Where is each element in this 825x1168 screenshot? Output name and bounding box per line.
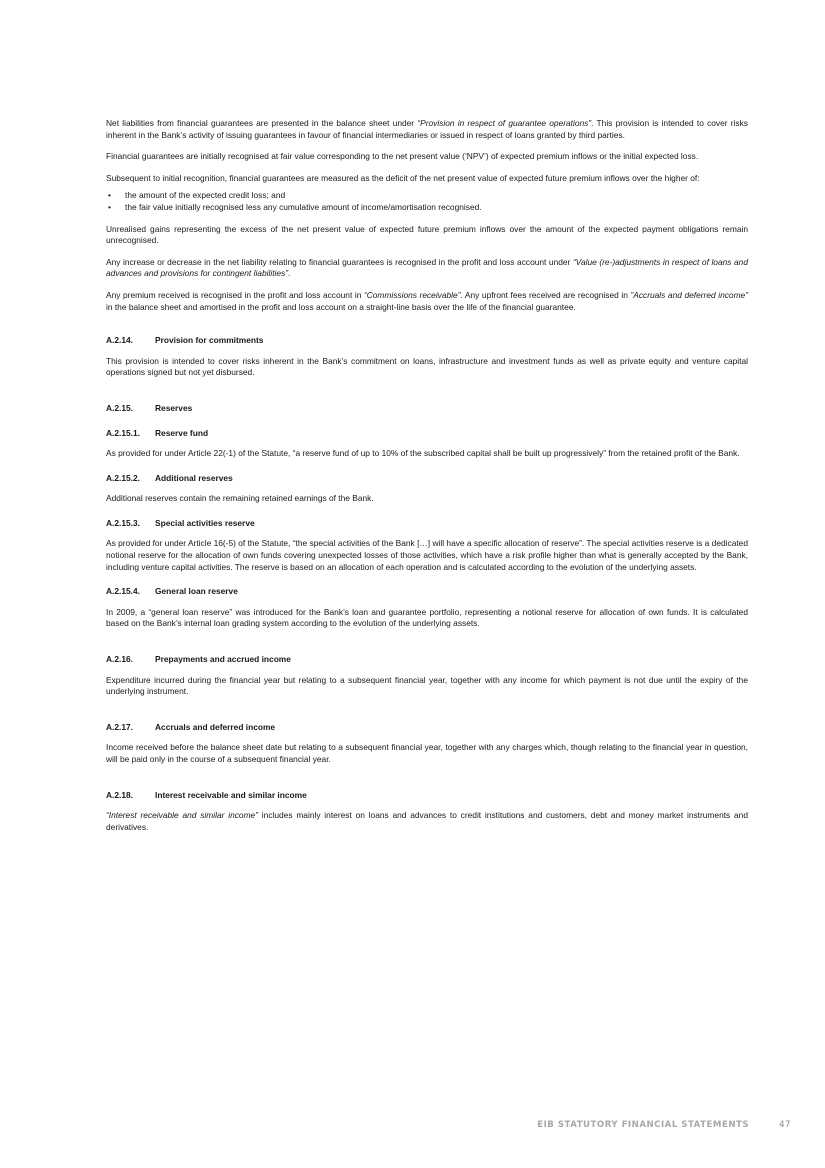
bullet-list <box>106 190 748 213</box>
paragraph-initial-recognition: Financial guarantees are initially recognised at fair value corresponding to the net present value (‘NPV’) of expected premium inflows or the initial expected loss. <box>106 151 699 162</box>
subsection-text-general-loan-reserve: In 2009, a “general loan reserve” was introduced for the Bank’s loan and guarantee portfolio, representing a notional reserve for allocation of own funds. It is calculated based on the Bank’s internal loan grading system according to the evolution of the underlying assets. <box>106 606 748 629</box>
section-heading-prepayments: A.2.16. Prepayments and accrued income <box>106 654 291 665</box>
bullet-icon: • <box>108 201 111 212</box>
subsection-heading-reserve-fund: A.2.15.1. Reserve fund <box>106 427 209 438</box>
paragraph-guarantee-liabilities: Net liabilities from financial guarantees are presented in the balance sheet under “Provision in respect of guarantee operations”. This provision is intended to cover risks inherent in the Bank’s activity of issuing guarantees in favour of financial intermediaries or issued in respect of loans granted by third parties. <box>106 118 748 140</box>
footer-title: EIB STATUTORY FINANCIAL STATEMENTS <box>537 1120 750 1130</box>
list-item: • the amount of the expected credit loss; and <box>108 190 286 201</box>
subsection-heading-additional-reserves: A.2.15.2. Additional reserves <box>106 472 233 483</box>
page-number: 47 <box>779 1120 791 1130</box>
section-heading-provision-for-commitments: A.2.14. Provision for commitments <box>106 335 264 346</box>
paragraph-premium-received: Any premium received is recognised in the profit and loss account in “Commissions receivable”. Any upfront fees received are recognised in ”Accruals and deferred income” in the balance sheet and amortised in the profit and loss account on a straight-line basis over the life of the financial guarantee. <box>106 289 748 312</box>
section-heading-accruals: A.2.17. Accruals and deferred income <box>106 721 276 732</box>
paragraph-unrealised-gains: Unrealised gains representing the excess of the net present value of expected future premium inflows over the amount of the expected payment obligations remain unrecognised. <box>106 223 748 246</box>
section-text-accruals: Income received before the balance sheet date but relating to a subsequent financial year, together with any charges which, though relating to the financial year in question, will be paid only in the course of a subsequent financial year. <box>106 742 748 764</box>
paragraph-subsequent-measurement: Subsequent to initial recognition, financial guarantees are measured as the deficit of the net present value of expected future premium inflows over the higher of: <box>106 172 700 183</box>
section-heading-reserves: A.2.15. Reserves <box>106 402 193 413</box>
subsection-text-reserve-fund: As provided for under Article 22(-1) of the Statute, “a reserve fund of up to 10% of the subscribed capital shall be built up progressively” from the retained profit of the Bank. <box>106 448 740 459</box>
section-heading-interest-receivable: A.2.18. Interest receivable and similar income <box>106 789 307 800</box>
subsection-text-special-activities-reserve: As provided for under Article 16(-5) of the Statute, “the special activities of the Bank […] will have a specific allocation of reserve”. The special activities reserve is a dedicated notional reserve for the allocation of own funds covering unexpected losses of those activities, which have a risk profile higher than what is generally accepted by the Bank, including venture capital activities. The reserve is based on an allocation of each operation and is calculated according to the evolution of the underlying assets. <box>106 538 748 572</box>
document-body <box>106 118 748 843</box>
subsection-heading-special-activities-reserve: A.2.15.3. Special activities reserve <box>106 517 255 528</box>
section-text-interest-receivable: “Interest receivable and similar income” includes mainly interest on loans and advances to credit institutions and customers, debt and money market instruments and derivatives. <box>106 810 749 832</box>
subsection-text-additional-reserves: Additional reserves contain the remaining retained earnings of the Bank. <box>106 493 374 504</box>
paragraph-net-liability-changes: Any increase or decrease in the net liability relating to financial guarantees is recognised in the profit and loss account under “Value (re-)adjustments in respect of loans and advances and provisions for contingent liabilities”. <box>106 256 748 279</box>
bullet-icon: • <box>108 190 111 201</box>
section-text-provision-for-commitments: This provision is intended to cover risks inherent in the Bank’s commitment on loans, infrastructure and investment funds as well as private equity and venture capital operations signed but not yet disbursed. <box>106 355 748 378</box>
list-item: • the fair value initially recognised less any cumulative amount of income/amortisation recognised. <box>108 201 482 212</box>
subsection-heading-general-loan-reserve: A.2.15.4. General loan reserve <box>106 586 238 597</box>
page-footer <box>537 1120 791 1130</box>
section-text-prepayments: Expenditure incurred during the financial year but relating to a subsequent financial year, together with any income for which payment is not due until the expiry of the underlying instrument. <box>106 674 748 697</box>
